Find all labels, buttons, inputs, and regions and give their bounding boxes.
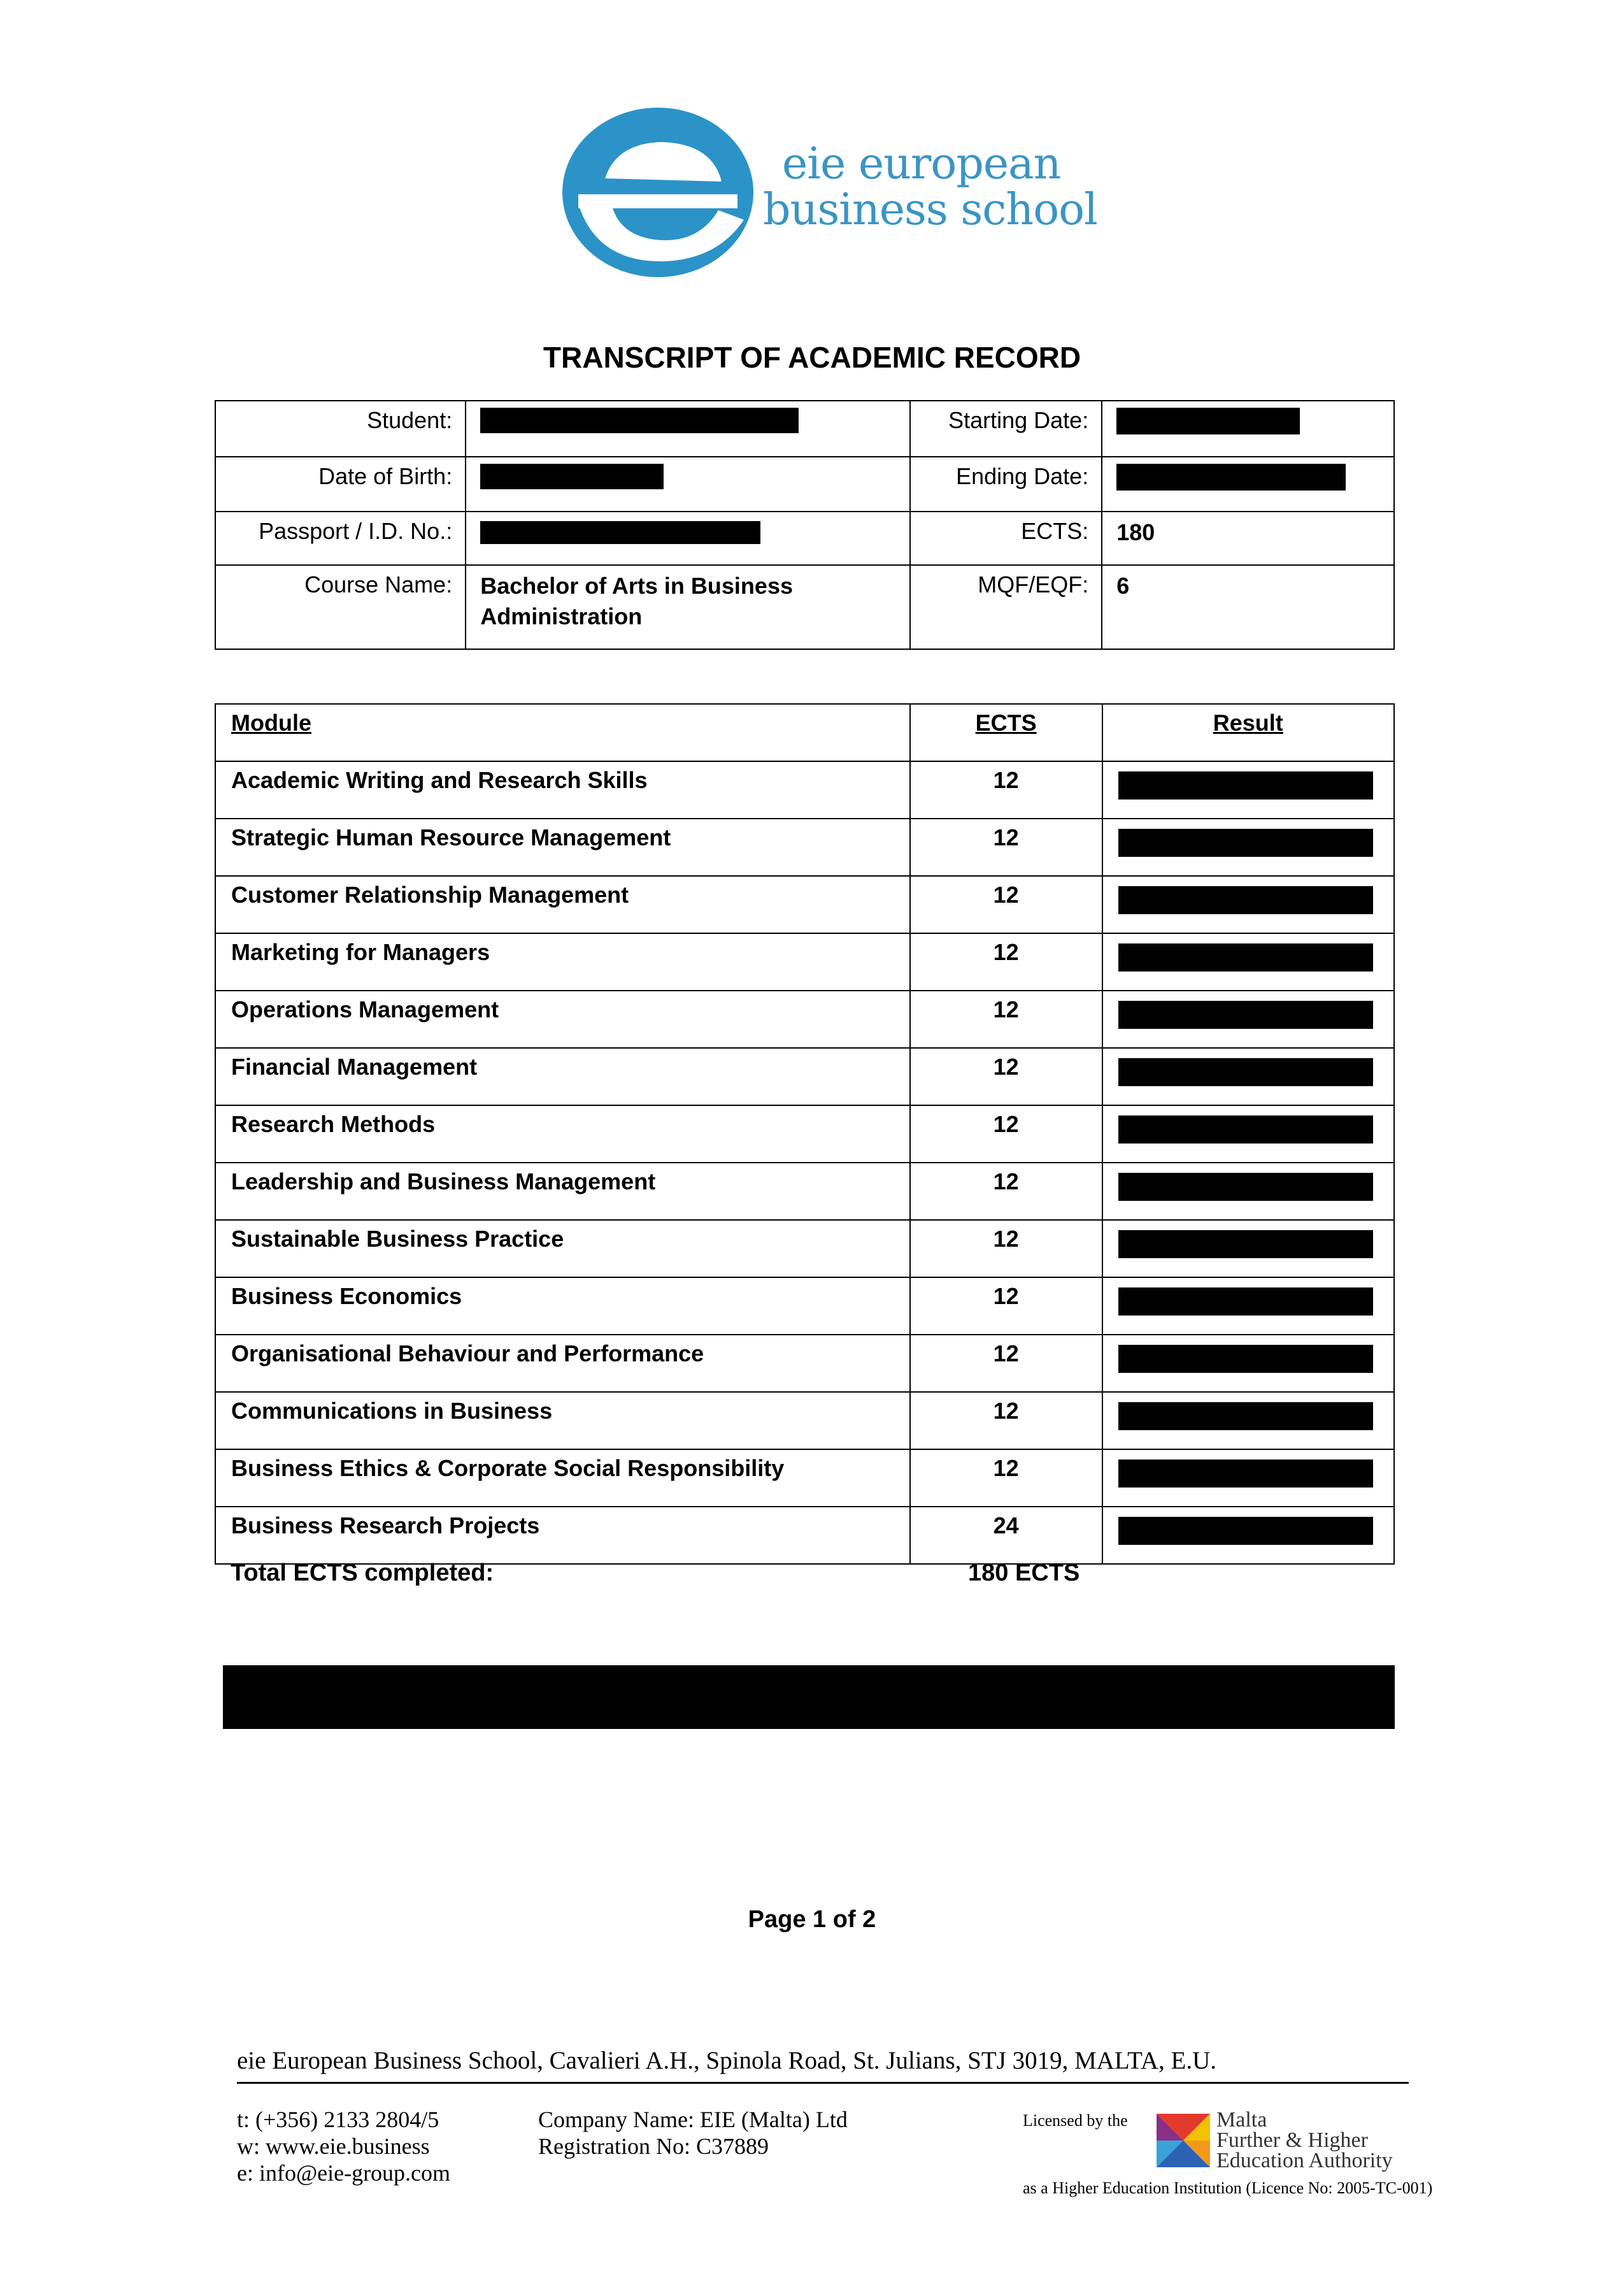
module-name: Business Research Projects	[215, 1507, 910, 1564]
module-row	[215, 761, 1394, 819]
redacted-result	[1118, 1001, 1373, 1029]
module-name: Sustainable Business Practice	[215, 1220, 910, 1277]
document-title: TRANSCRIPT OF ACADEMIC RECORD	[543, 341, 1081, 374]
module-ects: 12	[910, 1392, 1102, 1449]
redacted-starting-date	[1116, 408, 1300, 434]
student-info-table	[215, 400, 1395, 650]
footer-phone: t: (+356) 2133 2804/5	[237, 2107, 439, 2132]
module-result	[1102, 1105, 1394, 1163]
page-number: Page 1 of 2	[748, 1906, 876, 1933]
redacted-result	[1118, 943, 1373, 972]
course-name-value	[466, 565, 909, 649]
module-result	[1102, 1392, 1394, 1449]
module-name: Business Ethics & Corporate Social Responsibility	[215, 1449, 910, 1507]
module-name: Marketing for Managers	[215, 933, 910, 991]
module-result	[1102, 1163, 1394, 1220]
module-name: Leadership and Business Management	[215, 1163, 910, 1220]
course-name-line1: Bachelor of Arts in Business	[480, 573, 793, 599]
module-row	[215, 933, 1394, 991]
module-row	[215, 819, 1394, 876]
module-row	[215, 1335, 1394, 1392]
course-name-label: Course Name:	[215, 565, 466, 649]
passport-value	[466, 512, 909, 565]
module-ects: 12	[910, 991, 1102, 1048]
module-row	[215, 1105, 1394, 1163]
student-value	[466, 401, 909, 457]
modules-table	[215, 703, 1395, 1565]
redacted-ending-date	[1116, 464, 1346, 491]
footer-divider	[237, 2082, 1409, 2084]
mfhea-line3: Education Authority	[1216, 2149, 1393, 2172]
module-row	[215, 1163, 1394, 1220]
module-result	[1102, 1277, 1394, 1335]
footer-licence-note: as a Higher Education Institution (Licence No: 2005-TC-001)	[1023, 2179, 1433, 2197]
module-name: Business Economics	[215, 1277, 910, 1335]
module-result	[1102, 991, 1394, 1048]
module-result	[1102, 819, 1394, 876]
module-name: Financial Management	[215, 1048, 910, 1105]
footer-contact	[237, 2106, 450, 2186]
student-label: Student:	[215, 401, 466, 457]
footer-company-name: Company Name: EIE (Malta) Ltd	[538, 2107, 848, 2132]
module-name: Organisational Behaviour and Performance	[215, 1335, 910, 1392]
module-name: Operations Management	[215, 991, 910, 1048]
module-name: Strategic Human Resource Management	[215, 819, 910, 876]
module-ects: 12	[910, 1335, 1102, 1392]
module-result	[1102, 876, 1394, 933]
starting-date-value	[1102, 401, 1394, 457]
modules-header-row	[215, 704, 1394, 761]
module-ects: 12	[910, 1449, 1102, 1507]
mfhea-name	[1216, 2110, 1393, 2171]
ects-value: 180	[1102, 512, 1394, 565]
redacted-bar	[223, 1665, 1395, 1729]
redacted-result	[1118, 1402, 1373, 1430]
passport-label: Passport / I.D. No.:	[215, 512, 466, 565]
module-row	[215, 1507, 1394, 1564]
module-name: Academic Writing and Research Skills	[215, 761, 910, 819]
module-row	[215, 876, 1394, 933]
header-result: Result	[1102, 704, 1394, 761]
footer-licensed-by: Licensed by the	[1023, 2111, 1128, 2130]
mfhea-line2: Further & Higher	[1216, 2128, 1368, 2152]
total-ects-label: Total ECTS completed:	[231, 1560, 494, 1586]
mfhea-line1: Malta	[1216, 2108, 1267, 2132]
redacted-result	[1118, 1173, 1373, 1201]
module-ects: 12	[910, 1048, 1102, 1105]
redacted-result	[1118, 1230, 1373, 1258]
module-row	[215, 1048, 1394, 1105]
module-ects: 24	[910, 1507, 1102, 1564]
module-ects: 12	[910, 761, 1102, 819]
module-ects: 12	[910, 1105, 1102, 1163]
footer-address: eie European Business School, Cavalieri A.H., Spinola Road, St. Julians, STJ 3019, MALTA, E.U.	[237, 2047, 1217, 2074]
redacted-result	[1118, 1459, 1373, 1488]
header-ects: ECTS	[910, 704, 1102, 761]
footer-web-link[interactable]: w: www.eie.business	[237, 2133, 430, 2159]
module-ects: 12	[910, 876, 1102, 933]
header-module: Module	[215, 704, 910, 761]
module-result	[1102, 1335, 1394, 1392]
module-row	[215, 1392, 1394, 1449]
redacted-result	[1118, 771, 1373, 799]
logo-line1: eie european	[782, 139, 1061, 189]
module-ects: 12	[910, 1163, 1102, 1220]
ending-date-label: Ending Date:	[910, 457, 1102, 512]
redacted-student	[480, 408, 799, 433]
module-name: Customer Relationship Management	[215, 876, 910, 933]
redacted-result	[1118, 1058, 1373, 1086]
module-result	[1102, 1220, 1394, 1277]
redacted-passport	[480, 521, 760, 544]
starting-date-label: Starting Date:	[910, 401, 1102, 457]
logo-wordmark	[763, 141, 1097, 233]
dob-value	[466, 457, 909, 512]
module-name: Communications in Business	[215, 1392, 910, 1449]
mqf-eqf-label: MQF/EQF:	[910, 565, 1102, 649]
mfhea-logo-icon	[1157, 2114, 1210, 2167]
footer-registration: Registration No: C37889	[538, 2133, 769, 2159]
redacted-result	[1118, 1345, 1373, 1373]
module-result	[1102, 1048, 1394, 1105]
footer-company	[538, 2106, 848, 2160]
module-ects: 12	[910, 933, 1102, 991]
total-ects-value: 180 ECTS	[968, 1560, 1080, 1586]
logo-line2: business school	[763, 185, 1097, 235]
module-name: Research Methods	[215, 1105, 910, 1163]
module-result	[1102, 1449, 1394, 1507]
module-row	[215, 1220, 1394, 1277]
module-row	[215, 1449, 1394, 1507]
module-ects: 12	[910, 1220, 1102, 1277]
module-result	[1102, 1507, 1394, 1564]
module-ects: 12	[910, 819, 1102, 876]
ending-date-value	[1102, 457, 1394, 512]
redacted-result	[1118, 1517, 1373, 1545]
module-row	[215, 1277, 1394, 1335]
ects-label: ECTS:	[910, 512, 1102, 565]
module-ects: 12	[910, 1277, 1102, 1335]
footer-email-link[interactable]: e: info@eie-group.com	[237, 2160, 451, 2186]
redacted-result	[1118, 829, 1373, 857]
eie-logo-icon	[559, 105, 757, 280]
module-result	[1102, 933, 1394, 991]
dob-label: Date of Birth:	[215, 457, 466, 512]
redacted-result	[1118, 886, 1373, 914]
redacted-dob	[480, 464, 664, 489]
module-result	[1102, 761, 1394, 819]
course-name-line2: Administration	[480, 603, 643, 629]
mqf-eqf-value: 6	[1102, 565, 1394, 649]
redacted-result	[1118, 1115, 1373, 1144]
module-row	[215, 991, 1394, 1048]
redacted-result	[1118, 1287, 1373, 1316]
